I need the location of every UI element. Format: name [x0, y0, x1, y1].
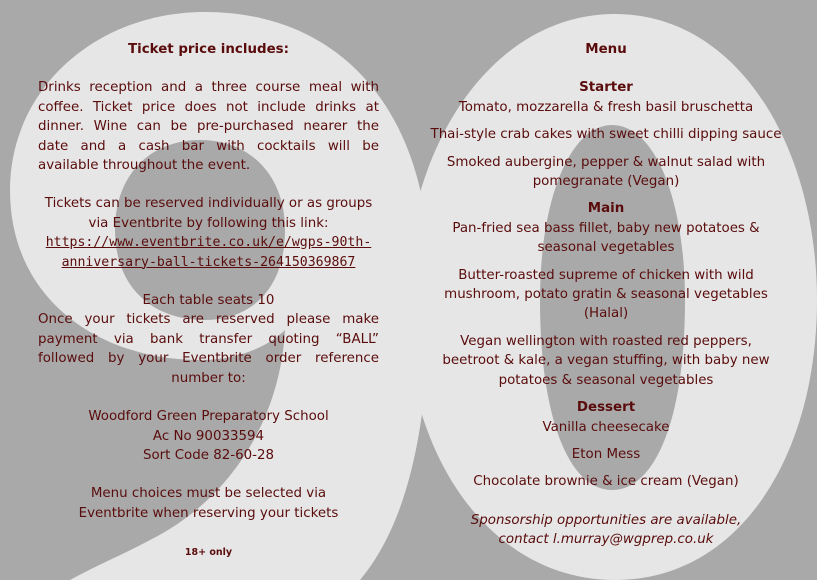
- dessert-item: Chocolate brownie & ice cream (Vegan): [473, 474, 739, 490]
- main-item: Pan-fried sea bass fillet, baby new potatoes & seasonal vegetables: [452, 220, 760, 256]
- starter-item: Thai-style crab cakes with sweet chilli dipping sauce: [430, 127, 782, 143]
- starter-item: Smoked aubergine, pepper & walnut salad with pomegranate (Vegan): [446, 154, 766, 190]
- main-heading: Main: [587, 201, 625, 217]
- starter-item: Tomato, mozzarella & fresh basil bruschetta: [458, 99, 754, 115]
- menu-title: Menu: [585, 42, 627, 57]
- payment-paragraph: Once your tickets are reserved please make payment via bank transfer quoting “BALL” followed by your Eventbrite order reference number to:: [38, 312, 379, 386]
- intro-paragraph: Drinks reception and a three course meal with coffee. Ticket price does not include drinks at dinner. Wine can be pre-purchased nearer the date and a cash bar with cocktails will be available throughout the event.: [38, 80, 379, 174]
- age-restriction: 18+ only: [184, 547, 233, 559]
- sponsorship-note: Sponsorship opportunities are available, contact l.murray@wgprep.co.uk: [470, 512, 742, 548]
- dessert-heading: Dessert: [576, 400, 636, 416]
- main-item: Vegan wellington with roasted red peppers, beetroot & kale, a vegan stuffing, with baby new potatoes & seasonal vegetables: [442, 333, 770, 388]
- menu-column: [426, 40, 786, 550]
- sort-code: Sort Code 82-60-28: [142, 447, 275, 463]
- table-seats-text: Each table seats 10: [142, 293, 275, 309]
- eventbrite-link-line-2[interactable]: anniversary-ball-tickets-264150369867: [61, 254, 356, 270]
- menu-choices-text: Menu choices must be selected via Eventbrite when reserving your tickets: [78, 486, 339, 521]
- eventbrite-link-line-1[interactable]: https://www.eventbrite.co.uk/e/wgps-90th-: [45, 235, 372, 251]
- ticket-info-column: [38, 40, 379, 563]
- starter-heading: Starter: [579, 80, 633, 96]
- school-name: Woodford Green Preparatory School: [88, 409, 329, 425]
- tickets-paragraph: Tickets can be reserved individually or as groups via Eventbrite by following this link:: [44, 196, 373, 231]
- dessert-item: Eton Mess: [571, 446, 641, 462]
- ticket-heading: Ticket price includes:: [128, 42, 289, 57]
- main-item: Butter-roasted supreme of chicken with wild mushroom, potato gratin & seasonal vegetables (Halal): [444, 267, 768, 322]
- account-number: Ac No 90033594: [152, 428, 265, 444]
- dessert-item: Vanilla cheesecake: [542, 419, 670, 435]
